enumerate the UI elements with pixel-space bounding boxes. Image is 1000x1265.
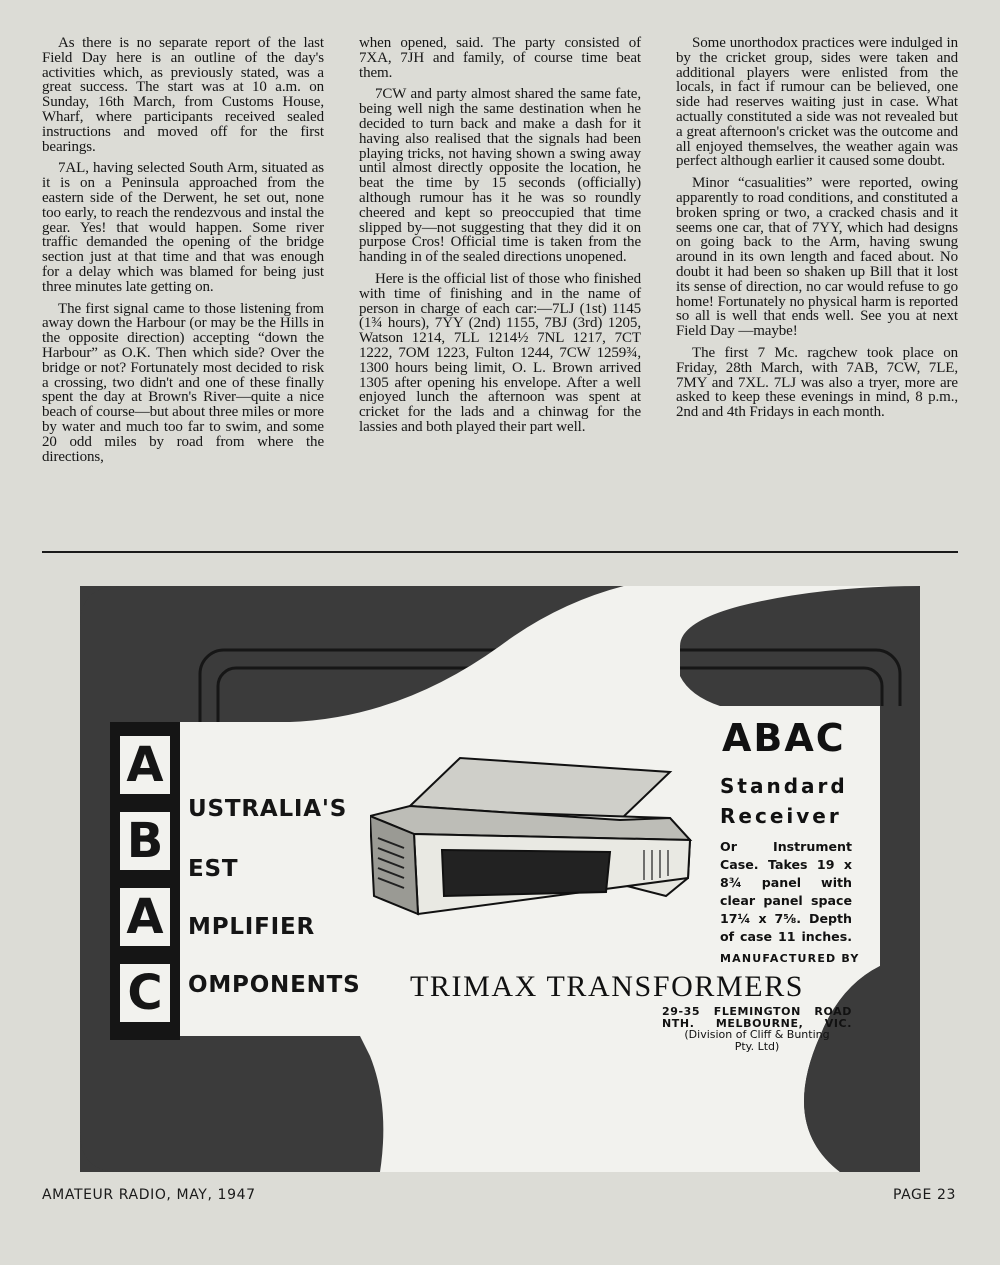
product-description: Or Instrument Case. Takes 19 x 8¾ panel with clear panel space 17¼ x 7⅝. Depth of case 11 inches. [720,839,852,944]
initial-letter: C [120,964,170,1022]
paragraph: when opened, said. The party consisted of 7XA, 7JH and family, of course time beat them. [359,35,641,81]
acronym-word: USTRALIA'S [188,796,348,822]
footer-page-number: PAGE 23 [892,1187,956,1203]
paragraph: 7AL, having selected South Arm, situated as it is on a Peninsula approached from the eastern side of the Derwent, he set out, none too early, to reach the rendezvous and instal the gear. Yes! that would happen. Some river traffic demanded the opening of the bridge section just at that time and that was enough for a delay which was blamed for being just three minutes late getting on. [42,160,324,295]
paragraph: 7CW and party almost shared the same fate, being well nigh the same destination when he decided to turn back and make a dash for it having also realised that the signals had been playing tricks, not having shown a swing away until almost directly opposite the location, he beat the time by 15 seconds (officially) although rumour has it he was so roundly cheered and kept so preoccupied that time slipped by—not suggesting that they did it on purpose Cros! Official time is taken from the handing in of the sealed directions unopened. [359,86,641,266]
footer-publication: AMATEUR RADIO, MAY, 1947 [42,1187,256,1203]
paragraph: Some unorthodox practices were indulged in by the cricket group, sides were taken and additional players were enlisted from the locals, in fact if rumour can be believed, one side had reserves waiting just in case. What actually constituted a side was not revealed but a great afternoon's cricket was the outcome and all enjoyed themselves, the weather again was perfect although earlier it caused some doubt. [676,35,958,170]
advertisement [80,586,920,1172]
manufactured-by-label: MANUFACTURED BY [720,952,860,965]
address-line: NTH. MELBOURNE, VIC. [662,1016,852,1030]
address-line: 29-35 FLEMINGTON ROAD [662,1005,852,1018]
receiver-cabinet-illustration [370,746,700,916]
initial-letter: B [120,812,170,870]
section-divider [42,551,958,553]
paragraph: Here is the official list of those who finished with time of finishing and in the name of person in charge of each car:—7LJ (1st) 1145 (1¾ hours), 7YY (2nd) 1155, 7BJ (3rd) 1205, Watson 1214, 7LL 1214½ 7NL 1217, 7CT 1222, 7OM 1223, Fulton 1244, 7CW 1259¾, 1300 hours being limit, O. L. Brown arrived 1305 after opening his envelope. After a well enjoyed lunch the afternoon was spent at cricket for the lads and a chinwag for the lassies and both played their part well. [359,270,641,435]
initial-letter: A [120,736,170,794]
article-column-2 [359,36,641,544]
company-name: TRIMAX TRANSFORMERS [410,970,805,1003]
abac-letter-strip [110,722,180,1040]
brand-title: ABAC [722,716,846,760]
address-line: Pty. Ltd) [734,1039,780,1053]
paragraph: Minor “casualities” were reported, owing apparently to road conditions, and constituted a broken spring or two, a cracked chasis and it seems one car, that of 7YY, which had designs on going back to the Arm, having swung around in its own length and faced about. No doubt it had been so shaken up Bill that it lost its sense of direction, no car would refuse to go home! Fortunately no physical harm is reported so all is well that ends well. See you at next Field Day —maybe! [676,175,958,340]
product-line-standard: Standard [720,774,848,798]
paragraph: The first signal came to those listening from away down the Harbour (or may be the Hills in the opposite direction) accepting “down the Harbour” as O.K. Then which side? Over the bridge or not? Fortunately most decided to risk a crossing, two didn't and one of these finally spent the day at Brown's River—quite a nice beach of course—but about three miles or more by water and much too far to swim, and some 20 odd miles by road from where the directions, [42,300,324,465]
acronym-word: MPLIFIER [188,914,316,940]
product-line-receiver: Receiver [720,804,842,828]
article-column-3 [676,36,958,544]
address-line: (Division of Cliff & Bunting [684,1028,830,1041]
article-column-1 [42,36,324,544]
company-address [662,1006,852,1052]
paragraph: The first 7 Mc. ragchew took place on Friday, 28th March, with 7AB, 7CW, 7LE, 7MY and 7XL. 7LJ was also a tryer, more are asked to keep these evenings in mind, 8 p.m., 2nd and 4th Fridays in each month. [676,344,958,421]
acronym-word: EST [188,856,239,882]
paragraph: As there is no separate report of the last Field Day here is an outline of the day's activities which, as previously stated, was a great success. The start was at 10 a.m. on Sunday, 16th March, from Customs House, Wharf, where participants received sealed instructions and moved off for the first bearings. [42,35,324,155]
article-columns [42,36,958,544]
initial-letter: A [120,888,170,946]
acronym-word: OMPONENTS [188,972,361,998]
